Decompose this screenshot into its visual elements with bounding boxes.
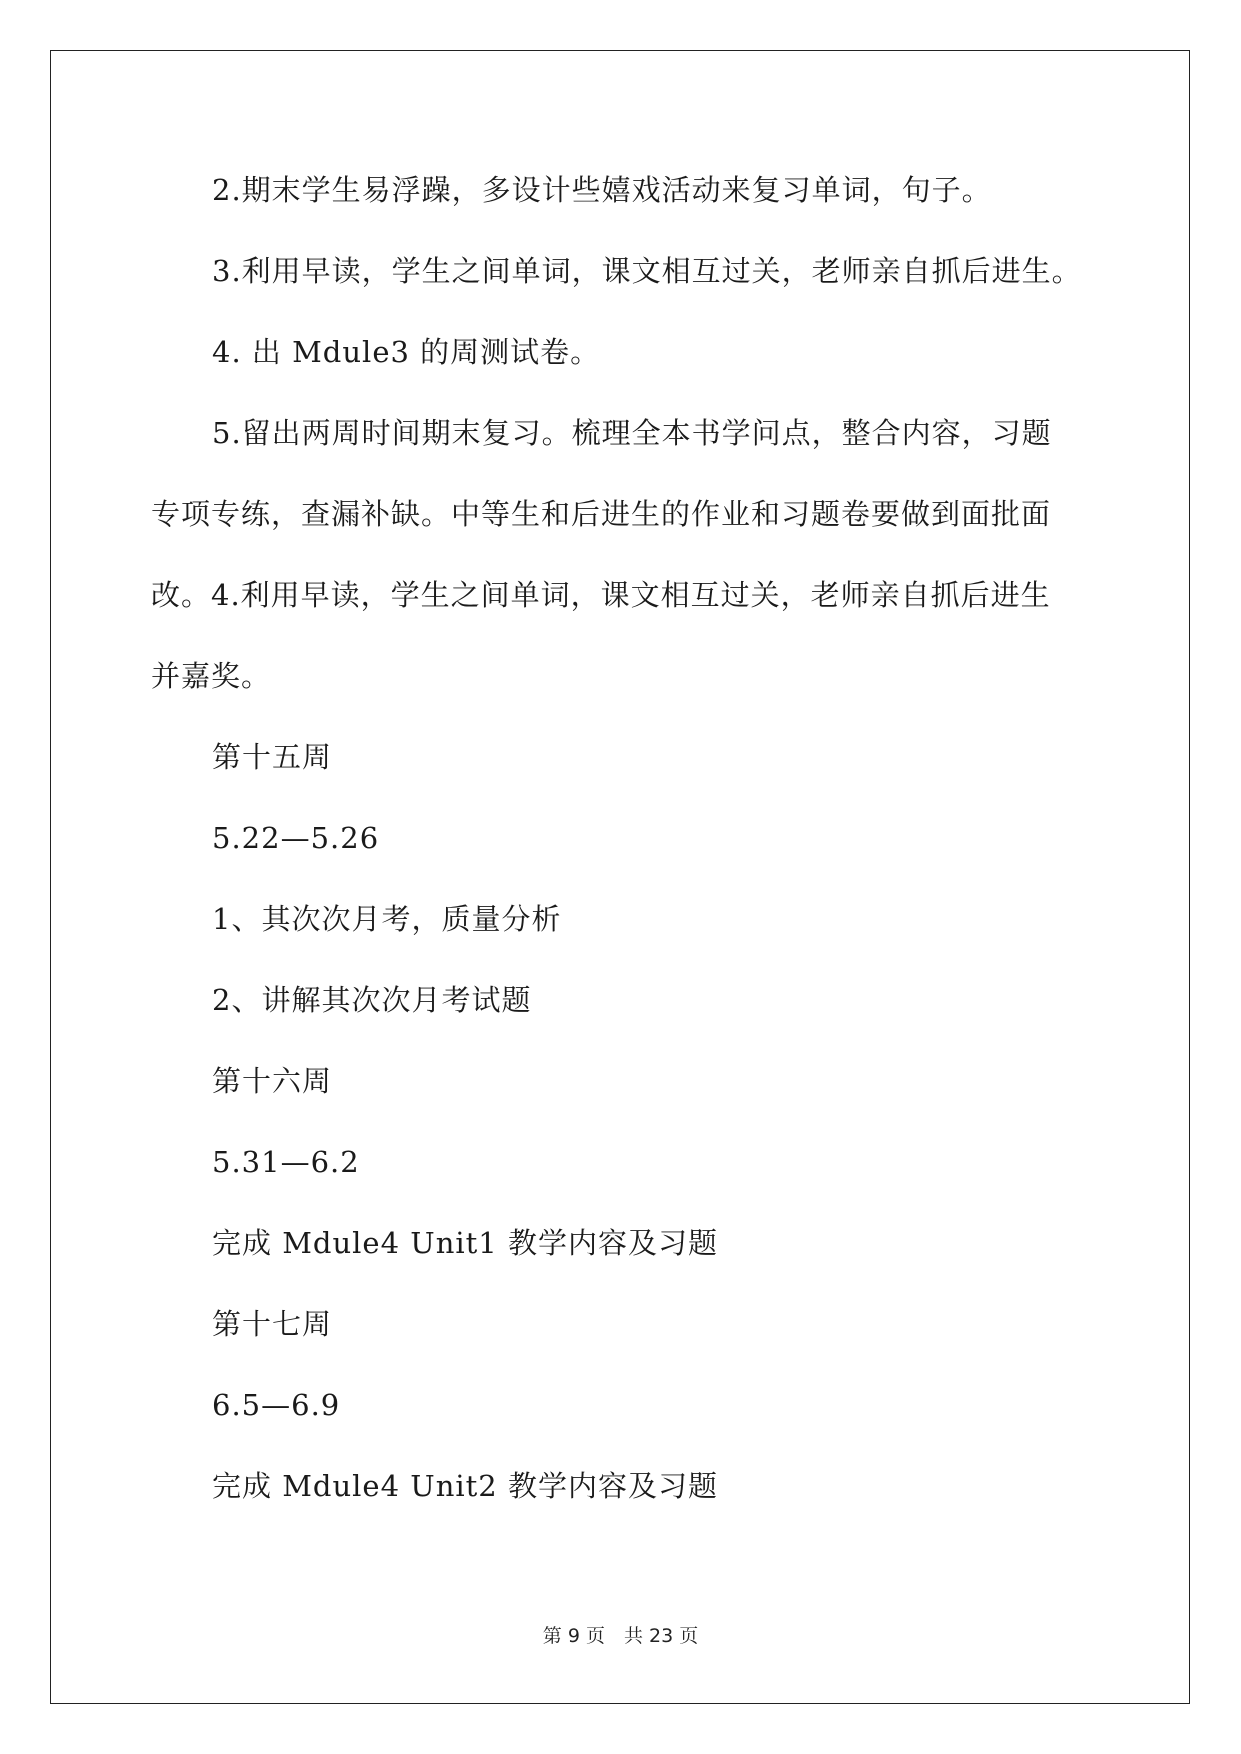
page-number-footer: 第 9 页 共 23 页 <box>542 1625 699 1647</box>
week-heading: 第十七周 <box>212 1307 333 1341</box>
paragraph-line: 2.期末学生易浮躁，多设计些嬉戏活动来复习单词，句子。 <box>212 173 992 207</box>
date-range: 5.22—5.26 <box>212 821 380 855</box>
paragraph-line: 2、讲解其次次月考试题 <box>212 983 532 1017</box>
page-border <box>50 50 1190 1704</box>
paragraph-line: 改。4.利用早读，学生之间单词，课文相互过关，老师亲自抓后进生 <box>151 578 1051 612</box>
paragraph-line: 专项专练，查漏补缺。中等生和后进生的作业和习题卷要做到面批面 <box>151 497 1052 531</box>
paragraph-line: 完成 Mdule4 Unit1 教学内容及习题 <box>212 1226 718 1260</box>
paragraph-line: 5.留出两周时间期末复习。梳理全本书学问点，整合内容，习题 <box>212 416 1052 450</box>
date-range: 6.5—6.9 <box>212 1388 341 1422</box>
paragraph-line: 并嘉奖。 <box>151 659 272 693</box>
date-range: 5.31—6.2 <box>212 1145 360 1179</box>
paragraph-line: 3.利用早读，学生之间单词，课文相互过关，老师亲自抓后进生。 <box>212 254 1082 288</box>
paragraph-line: 1、其次次月考，质量分析 <box>212 902 562 936</box>
week-heading: 第十五周 <box>212 740 333 774</box>
paragraph-line: 完成 Mdule4 Unit2 教学内容及习题 <box>212 1469 718 1503</box>
week-heading: 第十六周 <box>212 1064 333 1098</box>
paragraph-line: 4. 出 Mdule3 的周测试卷。 <box>212 335 601 369</box>
